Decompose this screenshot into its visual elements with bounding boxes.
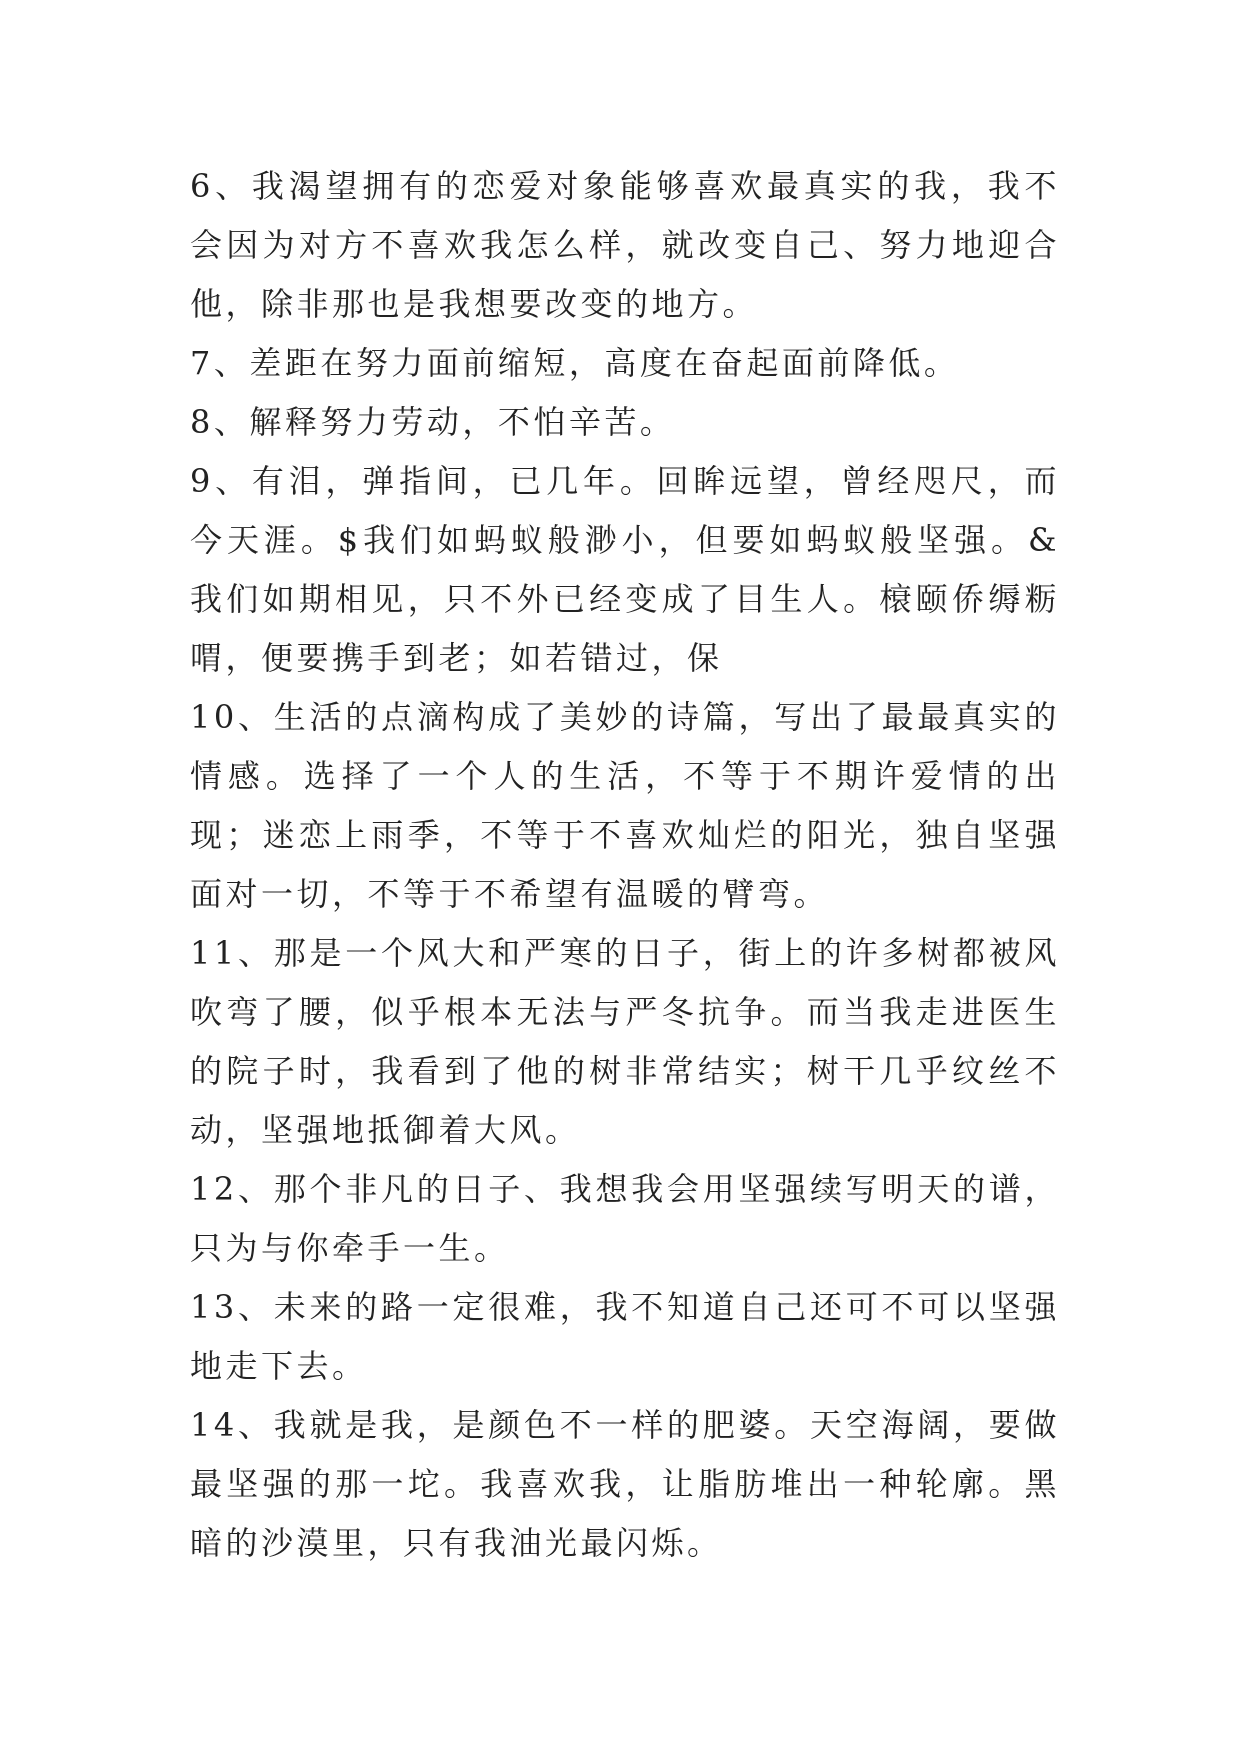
paragraph-8: 8、解释努力劳动，不怕辛苦。 xyxy=(190,403,676,441)
paragraph-6: 6、我渴望拥有的恋爱对象能够喜欢最真实的我，我不会因为对方不喜欢我怎么样，就改变自己、努力地迎合他，除非那也是我想要改变的地方。 xyxy=(190,167,1060,323)
paragraph-13: 13、未来的路一定很难，我不知道自己还可不可以坚强地走下去。 xyxy=(190,1288,1060,1385)
paragraph-7: 7、差距在努力面前缩短，高度在奋起面前降低。 xyxy=(190,344,960,382)
paragraph-14: 14、我就是我，是颜色不一样的肥婆。天空海阔，要做最坚强的那一坨。我喜欢我，让脂肪堆出一种轮廓。黑暗的沙漠里，只有我油光最闪烁。 xyxy=(190,1406,1060,1562)
paragraph-12: 12、那个非凡的日子、我想我会用坚强续写明天的谱，只为与你牵手一生。 xyxy=(190,1170,1060,1267)
paragraph-10: 10、生活的点滴构成了美妙的诗篇，写出了最最真实的情感。选择了一个人的生活，不等于不期许爱情的出现；迷恋上雨季，不等于不喜欢灿烂的阳光，独自坚强面对一切，不等于不希望有温暖的臂弯。 xyxy=(190,698,1060,913)
document-body xyxy=(190,157,1060,1573)
paragraph-9: 9、有泪，弹指间，已几年。回眸远望，曾经咫尺，而今天涯。$我们如蚂蚁般渺小，但要如蚂蚁般坚强。&我们如期相见，只不外已经变成了目生人。榱颐侨缛粝喟，便要携手到老；如若错过，保 xyxy=(190,462,1060,677)
paragraph-11: 11、那是一个风大和严寒的日子，街上的许多树都被风吹弯了腰，似乎根本无法与严冬抗争。而当我走进医生的院子时，我看到了他的树非常结实；树干几乎纹丝不动，坚强地抵御着大风。 xyxy=(190,934,1060,1149)
